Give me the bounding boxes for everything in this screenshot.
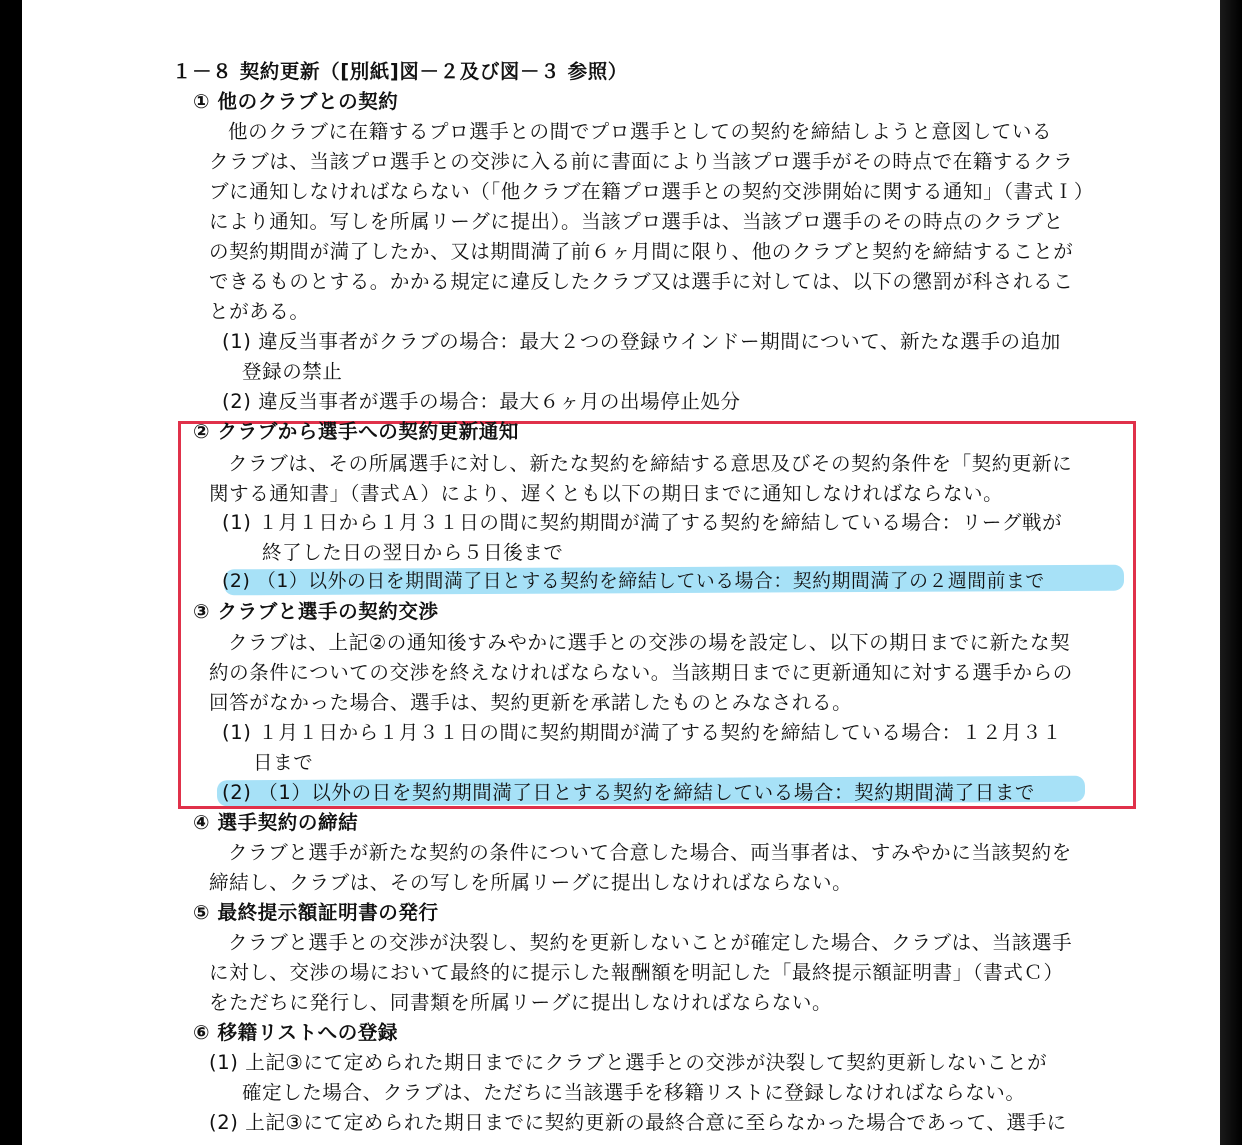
section1-para-line: とがある。 <box>209 300 310 323</box>
section3-item-1: (1) １月１日から１月３１日の間に契約期間が満了する契約を締結している場合：１２月３１ <box>222 721 1063 744</box>
section4-para-line: クラブと選手が新たな契約の条件について合意した場合、両当事者は、すみやかに当該契約を <box>228 841 1072 864</box>
section3-para-line: 約の条件についての交渉を終えなければならない。当該期日までに更新通知に対する選手からの <box>209 661 1073 684</box>
section6-item-1: (1) 上記③にて定められた期日までにクラブと選手との交渉が決裂して契約更新しないことが <box>209 1051 1048 1074</box>
section3-para-line: クラブは、上記②の通知後すみやかに選手との交渉の場を設定し、以下の期日までに新たな契 <box>228 631 1071 654</box>
section2-para-line: 関する通知書」（書式Ａ）により、遅くとも以下の期日までに通知しなければならない。 <box>209 482 1004 505</box>
section4-heading: ④ 選手契約の締結 <box>193 811 359 834</box>
section5-para-line: に対し、交渉の場において最終的に提示した報酬額を明記した「最終提示額証明書」（書式Ｃ） <box>209 961 1064 984</box>
section2-item-1: (1) １月１日から１月３１日の間に契約期間が満了する契約を締結している場合：リーグ戦が <box>222 511 1063 534</box>
section6-item-2: (2) 上記③にて定められた期日までに契約更新の最終合意に至らなかった場合であって、選手に <box>209 1111 1067 1134</box>
section1-item-2: (2) 違反当事者が選手の場合：最大６ヶ月の出場停止処分 <box>222 390 741 413</box>
section1-para-line: 他のクラブに在籍するプロ選手との間でプロ選手としての契約を締結しようと意図している <box>228 120 1053 143</box>
section6-heading: ⑥ 移籍リストへの登録 <box>193 1021 399 1044</box>
section1-heading: ① 他のクラブとの契約 <box>193 90 399 113</box>
page-title: １－８ 契約更新（[別紙]図－２及び図－３ 参照） <box>172 60 628 83</box>
section2-item-2: (2) （1）以外の日を期間満了日とする契約を締結している場合：契約期間満了の２週間前まで <box>222 571 1045 592</box>
section2-heading: ② クラブから選手への契約更新通知 <box>193 420 519 443</box>
section1-item-1-cont: 登録の禁止 <box>242 360 343 383</box>
section1-para-line: できるものとする。かかる規定に違反したクラブ又は選手に対しては、以下の懲罰が科されるこ <box>209 270 1074 293</box>
section1-item-1: (1) 違反当事者がクラブの場合：最大２つの登録ウインドー期間について、新たな選手の追加 <box>222 330 1061 353</box>
section5-para-line: クラブと選手との交渉が決裂し、契約を更新しないことが確定した場合、クラブは、当該選手 <box>228 931 1073 954</box>
section1-para-line: ブに通知しなければならない（「他クラブ在籍プロ選手との契約交渉開始に関する通知」（書式Ｉ） <box>209 180 1095 203</box>
section3-item-1-cont: 日まで <box>253 751 314 774</box>
section4-para-line: 締結し、クラブは、その写しを所属リーグに提出しなければならない。 <box>209 871 853 894</box>
section6-item-1-cont: 確定した場合、クラブは、ただちに当該選手を移籍リストに登録しなければならない。 <box>242 1081 1026 1104</box>
section2-item-1-cont: 終了した日の翌日から５日後まで <box>262 541 564 564</box>
section2-para-line: クラブは、その所属選手に対し、新たな契約を締結する意思及びその契約条件を「契約更新に <box>228 452 1073 475</box>
page-gutter <box>1220 0 1242 1145</box>
section3-para-line: 回答がなかった場合、選手は、契約更新を承諾したものとみなされる。 <box>209 691 853 714</box>
section5-para-line: をただちに発行し、同書類を所属リーグに提出しなければならない。 <box>209 991 833 1014</box>
section3-item-2: (2) （1）以外の日を契約期間満了日とする契約を締結している場合：契約期間満了日まで <box>222 781 1036 804</box>
section5-heading: ⑤ 最終提示額証明書の発行 <box>193 901 439 924</box>
section1-para-line: の契約期間が満了したか、又は期間満了前６ヶ月間に限り、他のクラブと契約を締結することが <box>209 240 1074 263</box>
section1-para-line: により通知。写しを所属リーグに提出）。当該プロ選手は、当該プロ選手のその時点のクラブと <box>209 210 1064 233</box>
section3-heading: ③ クラブと選手の契約交渉 <box>193 600 439 623</box>
section1-para-line: クラブは、当該プロ選手との交渉に入る前に書面により当該プロ選手がその時点で在籍するクラ <box>209 150 1074 173</box>
